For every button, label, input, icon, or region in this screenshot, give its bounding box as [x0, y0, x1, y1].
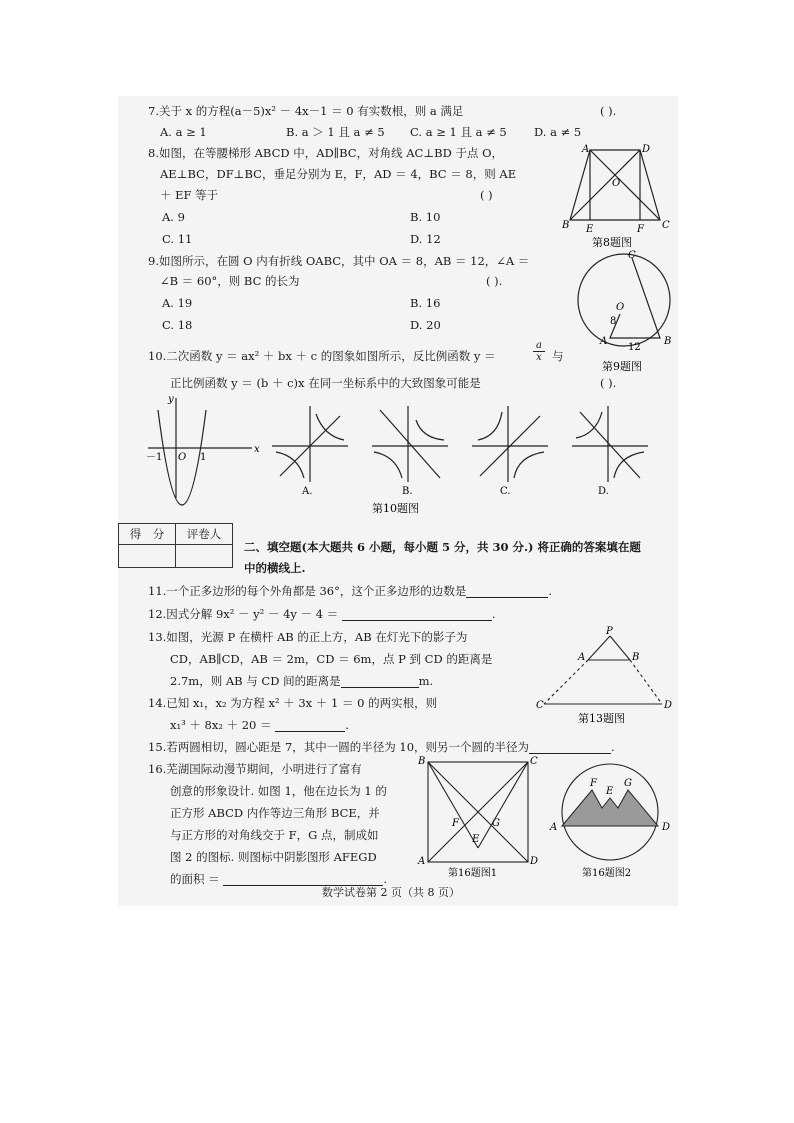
q7-choice-b: B. a ＞ 1 且 a ≠ 5	[286, 125, 385, 139]
q16-caption2: 第16题图2	[582, 868, 632, 879]
q16-caption1: 第16题图1	[448, 868, 498, 879]
q16-fig1-label-a: A	[418, 856, 426, 867]
q16-stem: 的面积 ＝	[170, 872, 220, 886]
q11-end: .	[548, 584, 552, 598]
q16-fig2-label-a: A	[550, 822, 558, 833]
q14-answer-blank[interactable]	[275, 719, 345, 732]
q10-choice-b: B.	[402, 486, 413, 497]
q10-fraction	[533, 340, 545, 363]
q11-text	[148, 584, 552, 598]
q15-answer-blank[interactable]	[529, 741, 611, 754]
q15-end: .	[611, 740, 615, 754]
q9-paren: ( ).	[486, 274, 503, 288]
q13-label-a: A	[578, 652, 586, 663]
q16-line5: 图 2 的图标. 则图标中阴影图形 AFEGD	[170, 850, 377, 864]
q10-graphs-figure	[140, 390, 670, 516]
q16-fig1-label-b: B	[418, 756, 426, 767]
q9-label-ab: 12	[628, 342, 641, 353]
q16-figure2-icon	[546, 760, 676, 882]
grader-cell[interactable]	[176, 545, 233, 568]
q13-caption: 第13题图	[578, 712, 625, 725]
q10-line1a: 10.二次函数 y ＝ ax² ＋ bx ＋ c 的图象如图所示，反比例函数 y ＝	[148, 349, 496, 363]
q10-caption: 第10题图	[372, 502, 419, 515]
q13-unit: m.	[418, 674, 434, 688]
q7-choice-a: A. a ≥ 1	[160, 125, 207, 139]
q16-fig2-label-g: G	[624, 778, 632, 789]
q10-choice-c: C.	[500, 486, 511, 497]
q10-choice-d: D.	[598, 486, 609, 497]
q12-stem: 12.因式分解 9x² － y² － 4y － 4 ＝	[148, 607, 339, 621]
q13-label-p: P	[606, 626, 613, 637]
q8-line3: ＋ EF 等于	[160, 188, 219, 202]
q9-circle-figure	[572, 248, 680, 376]
q9-label-a: A	[600, 336, 608, 347]
q10-frac-num: a	[536, 340, 542, 351]
q13-line1: 13.如图，光源 P 在横杆 AB 的正上方，AB 在灯光下的影子为	[148, 630, 468, 644]
q9-choice-c: C. 18	[162, 318, 193, 332]
q16-fig1-label-g: G	[492, 818, 500, 829]
q13-label-d: D	[664, 700, 673, 711]
q9-label-oa: 8	[610, 316, 617, 327]
q8-label-e: E	[586, 224, 594, 235]
q14-line2	[170, 718, 349, 732]
q16-line3: 正方形 ABCD 内作等边三角形 BCE，并	[170, 806, 380, 820]
q9-label-o: O	[616, 302, 625, 313]
q8-choice-c: C. 11	[162, 232, 193, 246]
q13-line3	[170, 674, 433, 688]
q12-answer-blank[interactable]	[342, 608, 492, 621]
q11-answer-blank[interactable]	[466, 585, 548, 598]
q13-line3-stem: 2.7m，则 AB 与 CD 间的距离是	[170, 674, 341, 688]
q16-fig1-label-e: E	[472, 834, 480, 845]
q13-answer-blank[interactable]	[341, 675, 419, 688]
q8-paren: ( )	[480, 188, 493, 202]
q7-paren: ( ).	[600, 104, 617, 118]
q8-label-o: O	[612, 178, 621, 189]
q16-fig2-label-f: F	[590, 778, 597, 789]
score-table	[118, 523, 233, 568]
q8-caption: 第8题图	[592, 236, 632, 249]
q12-end: .	[491, 607, 496, 621]
q13-label-c: C	[536, 700, 544, 711]
q15-stem: 15.若两圆相切，圆心距是 7，其中一圆的半径为 10，则另一个圆的半径为	[148, 740, 530, 754]
q16-fig1-label-c: C	[530, 756, 538, 767]
q9-line2: ∠B ＝ 60°，则 BC 的长为	[160, 274, 300, 288]
q7-stem: 7.关于 x 的方程(a－5)x² － 4x－1 ＝ 0 有实数根，则 a 满足	[148, 104, 464, 118]
q8-line2: AE⊥BC，DF⊥BC，垂足分别为 E，F，AD ＝ 4，BC ＝ 8，则 AE	[160, 167, 517, 181]
q16-fig2-label-e: E	[606, 786, 614, 797]
q16-line2: 创意的形象设计. 如图 1，他在边长为 1 的	[170, 784, 387, 798]
q8-label-d: D	[642, 144, 651, 155]
q14-stem: x₁³ ＋ 8x₂ ＋ 20 ＝	[170, 718, 272, 732]
q8-choice-d: D. 12	[410, 232, 441, 246]
q9-caption: 第9题图	[602, 360, 642, 373]
q10-axis-x: x	[254, 444, 260, 455]
q16-fig2-label-d: D	[662, 822, 671, 833]
page-footer: 数学试卷第 2 页（共 8 页）	[322, 886, 460, 899]
section2-title-line2: 中的横线上.	[244, 561, 306, 575]
q16-line1: 16.芜湖国际动漫节期间，小明进行了富有	[148, 762, 362, 776]
q16-line6	[170, 872, 387, 886]
q10-axis-o: O	[178, 452, 187, 463]
q11-stem: 11.一个正多边形的每个外角都是 36°，这个正多边形的边数是	[148, 584, 467, 598]
q9-line1: 9.如图所示，在圆 O 内有折线 OABC，其中 OA ＝ 8，AB ＝ 12，∠A ＝	[148, 254, 530, 268]
q14-line1: 14.已知 x₁，x₂ 为方程 x² ＋ 3x ＋ 1 ＝ 0 的两实根，则	[148, 696, 438, 710]
score-header: 得 分	[119, 524, 176, 545]
q14-end: .	[345, 718, 349, 732]
grader-header: 评卷人	[176, 524, 233, 545]
q9-choice-a: A. 19	[162, 296, 193, 310]
q10-axis-minus1: －1	[146, 452, 163, 463]
q10-axis-one: 1	[200, 452, 207, 463]
q8-label-a: A	[582, 144, 590, 155]
q10-choice-a: A.	[302, 486, 313, 497]
q16-fig1-label-d: D	[530, 856, 539, 867]
score-cell[interactable]	[119, 545, 176, 568]
q16-answer-blank[interactable]	[223, 873, 383, 886]
q8-line1: 8.如图，在等腰梯形 ABCD 中，AD∥BC，对角线 AC⊥BD 于点 O，	[148, 146, 504, 160]
q8-choice-a: A. 9	[162, 210, 185, 224]
q15-text	[148, 740, 615, 754]
q13-light-figure	[534, 624, 674, 726]
q8-choice-b: B. 10	[410, 210, 441, 224]
q16-fig1-label-f: F	[452, 818, 459, 829]
q16-figure1-square	[414, 756, 544, 880]
q8-label-c: C	[662, 220, 670, 231]
q16-end: .	[383, 872, 387, 886]
q9-choice-b: B. 16	[410, 296, 441, 310]
q9-choice-d: D. 20	[410, 318, 441, 332]
q10-line2: 正比例函数 y ＝ (b ＋ c)x 在同一坐标系中的大致图象可能是	[170, 376, 481, 390]
q8-trapezoid-figure	[560, 140, 672, 252]
q12-text	[148, 607, 496, 621]
q10-paren: ( ).	[600, 376, 617, 390]
q13-label-b: B	[632, 652, 640, 663]
q7-choice-c: C. a ≥ 1 且 a ≠ 5	[410, 125, 507, 139]
q7-choice-d: D. a ≠ 5	[534, 125, 582, 139]
q10-line1b: 与	[552, 349, 564, 363]
q13-line2: CD，AB∥CD，AB ＝ 2m，CD ＝ 6m，点 P 到 CD 的距离是	[170, 652, 493, 666]
q8-label-b: B	[562, 220, 570, 231]
q10-frac-den: x	[533, 351, 545, 363]
q16-line4: 与正方形的对角线交于 F，G 点，制成如	[170, 828, 379, 842]
section2-title-line1: 二、填空题(本大题共 6 小题，每小题 5 分，共 30 分.) 将正确的答案填在题	[244, 540, 641, 554]
q8-label-f: F	[637, 224, 644, 235]
q9-label-b: B	[664, 336, 672, 347]
q10-axis-y: y	[168, 394, 174, 405]
q9-label-c: C	[628, 250, 636, 261]
